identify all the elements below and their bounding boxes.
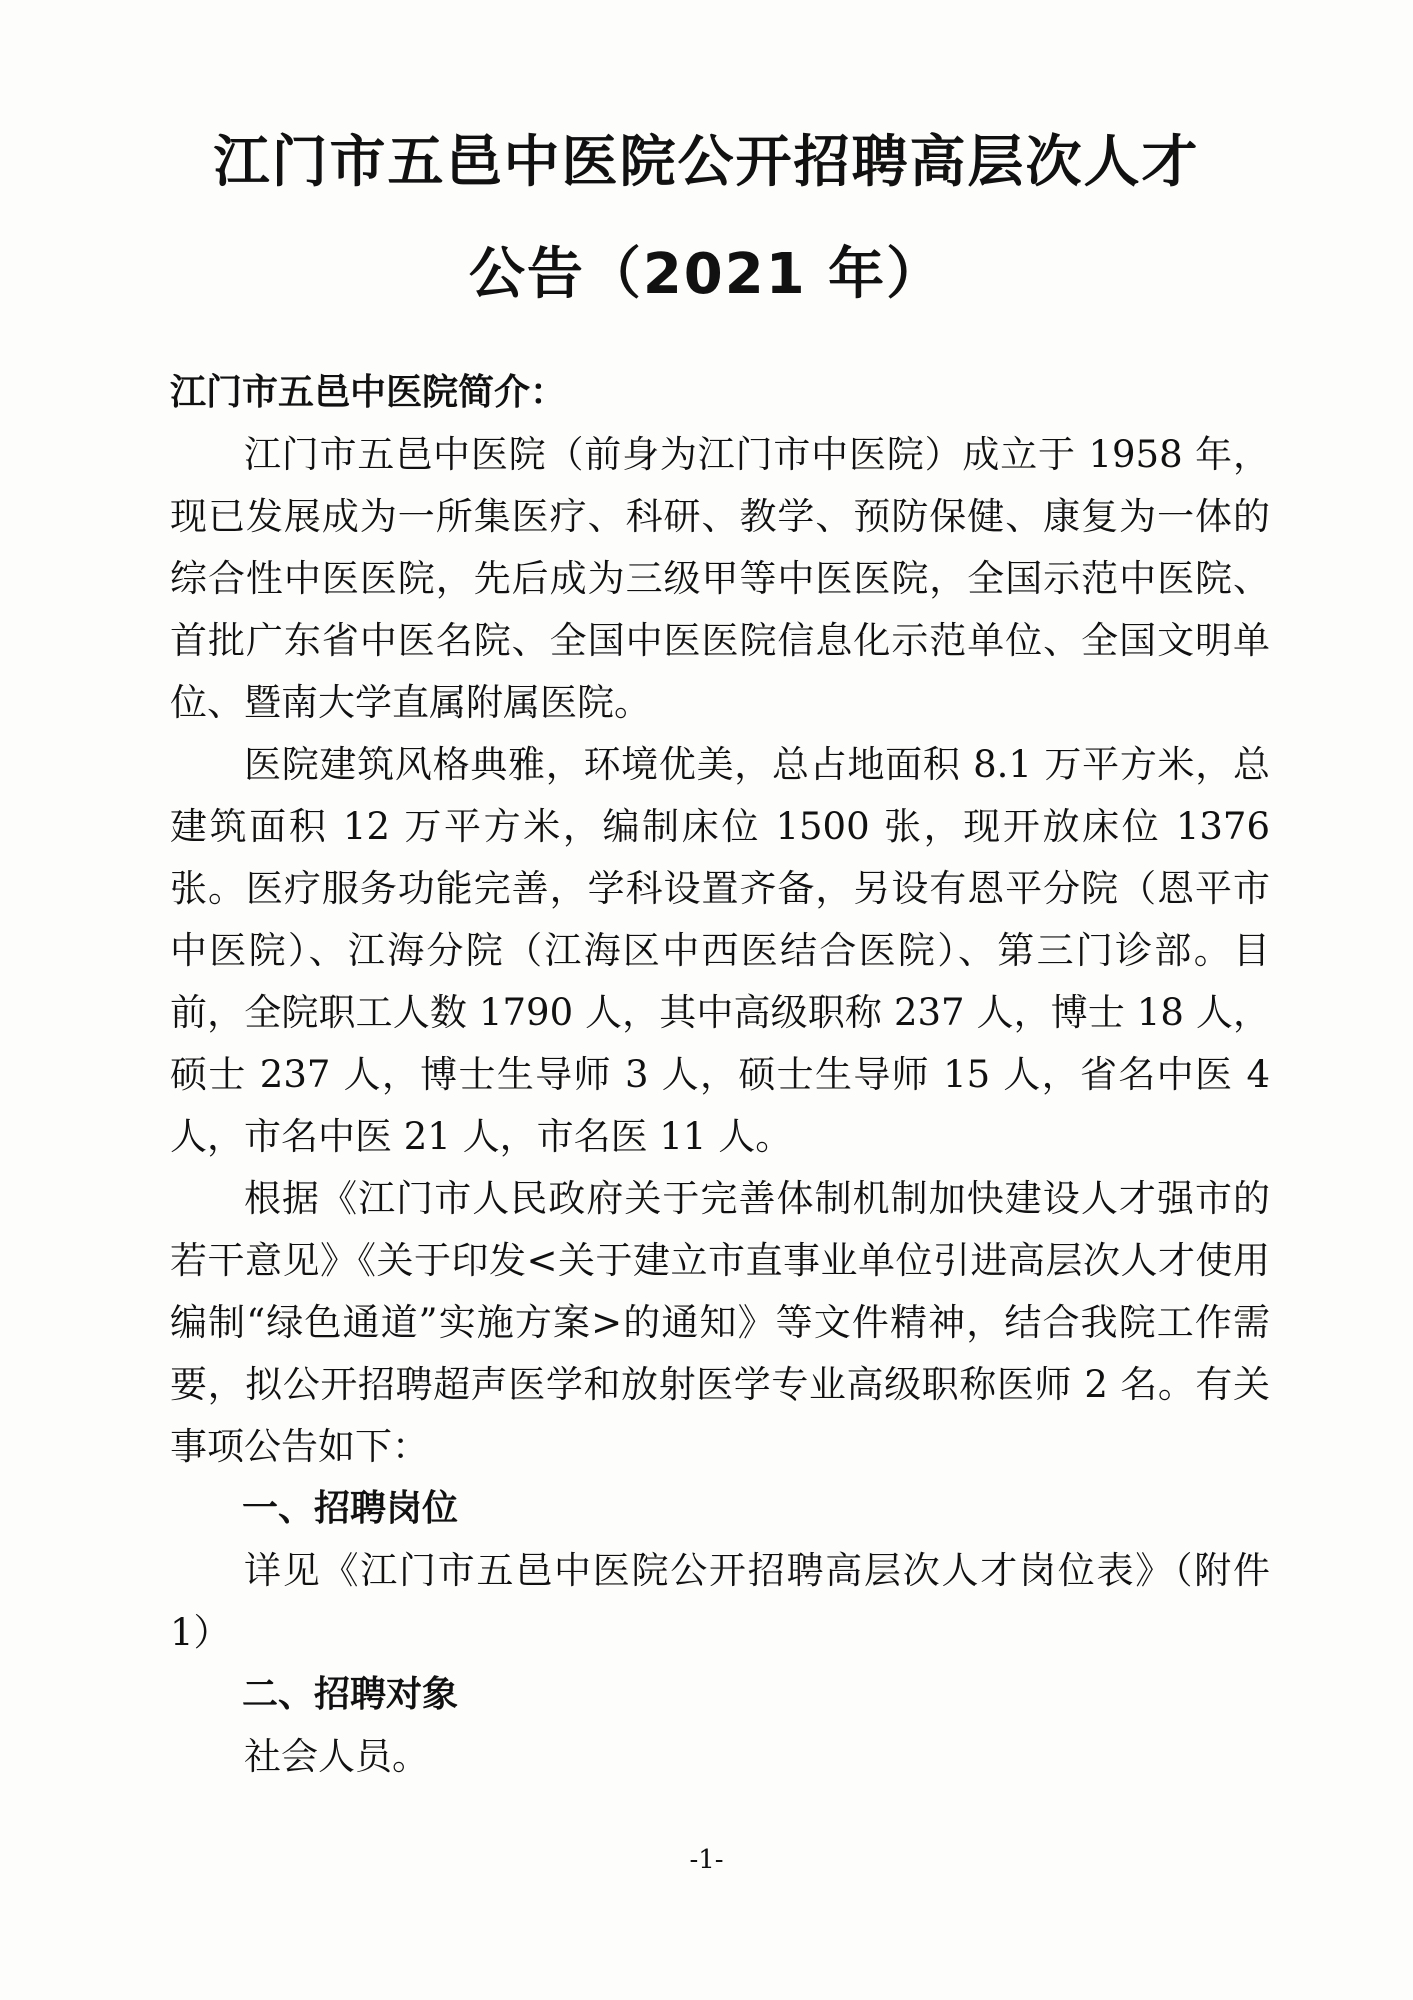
intro-heading: 江门市五邑中医院简介：: [170, 372, 567, 413]
page-number: -1-: [689, 1845, 724, 1875]
document-body: [170, 362, 1270, 1788]
intro-paragraph-3: 根据《江门市人民政府关于完善体制机制加快建设人才强市的若干意见》《关于印发<关于建立市直事业单位引进高层次人才使用编制“绿色通道”实施方案>的通知》等文件精神，结合我院工作需要，拟公开招聘超声医学和放射医学专业高级职称医师 2 名。有关事项公告如下：: [170, 1177, 1270, 1468]
section-heading-candidates: 二、招聘对象: [242, 1674, 459, 1715]
document-title-line-2: 公告（2021 年）: [468, 242, 945, 307]
section-heading-positions: 一、招聘岗位: [242, 1488, 459, 1529]
document-title-line-1: 江门市五邑中医院公开招聘高层次人才: [213, 130, 1200, 195]
intro-paragraph-1: 江门市五邑中医院（前身为江门市中医院）成立于 1958 年，现已发展成为一所集医疗、科研、教学、预防保健、康复为一体的综合性中医医院，先后成为三级甲等中医医院，全国示范中医院、首批广东省中医名院、全国中医医院信息化示范单位、全国文明单位、暨南大学直属附属医院。: [170, 433, 1270, 724]
section-text-positions: 详见《江门市五邑中医院公开招聘高层次人才岗位表》（附件 1）: [170, 1549, 1270, 1654]
section-text-candidates: 社会人员。: [244, 1735, 429, 1778]
intro-paragraph-2: 医院建筑风格典雅，环境优美，总占地面积 8.1 万平方米，总建筑面积 12 万平方米，编制床位 1500 张，现开放床位 1376 张。医疗服务功能完善，学科设置齐备，另设有恩平分院（恩平市中医院）、江海分院（江海区中西医结合医院）、第三门诊部。目前，全院职工人数 1790 人，其中高级职称 237 人，博士 18 人，硕士 237 人，博士生导师 3 人，硕士生导师 15 人，省名中医 4 人，市名中医 21 人，市名医 11 人。: [170, 743, 1270, 1158]
